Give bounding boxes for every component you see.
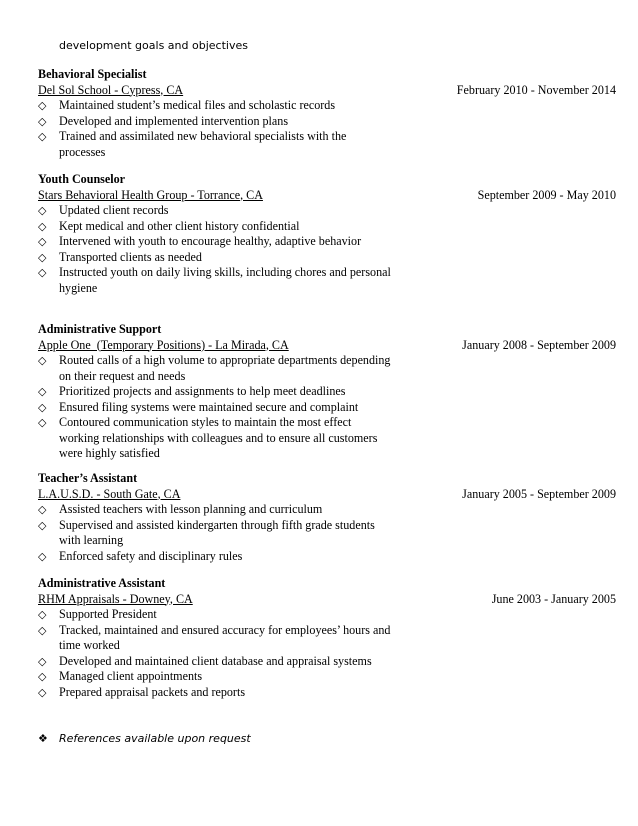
job-entry-teachers-assistant	[38, 471, 616, 564]
list-item	[38, 234, 394, 250]
bullet-text: Developed and maintained client database and appraisal systems	[59, 653, 372, 668]
job-duties-list	[38, 607, 616, 700]
bullet-text: Assisted teachers with lesson planning and curriculum	[59, 502, 323, 516]
job-entry-administrative-support	[38, 322, 616, 462]
bullet-text: Kept medical and other client history confidential	[59, 218, 300, 233]
list-item	[38, 669, 394, 685]
bullet-text: Intervened with youth to encourage healthy, adaptive behavior	[59, 234, 362, 248]
bullet-text: Prepared appraisal packets and reports	[59, 684, 246, 699]
diamond-bullet-icon: ◇	[38, 623, 47, 637]
list-item	[38, 384, 394, 400]
diamond-bullet-icon: ◇	[38, 130, 47, 143]
list-item	[38, 518, 394, 549]
list-item	[38, 219, 394, 235]
job-duties-list	[38, 353, 616, 462]
diamond-bullet-icon: ◇	[38, 354, 47, 367]
list-item	[38, 203, 394, 219]
list-item	[38, 353, 394, 384]
diamond-bullet-icon: ◇	[38, 219, 47, 233]
bullet-text: Supported President	[59, 607, 157, 621]
diamond-bullet-icon: ◇	[38, 549, 47, 563]
diamond-bullet-icon: ◇	[38, 685, 47, 699]
diamond-bullet-icon: ◇	[38, 670, 47, 683]
list-item	[38, 415, 394, 462]
diamond-bullet-icon: ◇	[38, 266, 47, 279]
list-item	[38, 114, 394, 130]
diamond-bullet-icon: ◇	[38, 416, 47, 429]
list-item	[38, 607, 394, 623]
job-employer-row	[38, 188, 616, 204]
references-text: References available upon request	[59, 732, 251, 745]
list-item	[38, 400, 394, 416]
diamond-bullet-icon: ◇	[38, 608, 47, 621]
list-item	[38, 502, 394, 518]
job-employer-row	[38, 487, 616, 503]
diamond-bullet-icon: ◇	[38, 518, 47, 532]
diamond-bullet-icon: ◇	[38, 204, 47, 217]
bullet-text: Supervised and assisted kindergarten through fifth grade students with learning	[59, 517, 375, 547]
bullet-text: Managed client appointments	[59, 669, 203, 683]
job-title: Administrative Assistant	[38, 576, 166, 590]
diamond-bullet-icon: ◇	[38, 654, 47, 668]
job-duties-list	[38, 98, 616, 160]
job-employer-row	[38, 338, 616, 354]
bullet-text: Updated client records	[59, 203, 169, 217]
list-item	[38, 98, 394, 114]
job-employer: RHM Appraisals - Downey, CA	[38, 591, 193, 606]
job-duties-list	[38, 203, 616, 296]
job-entry-youth-counselor	[38, 172, 616, 296]
bullet-text: Maintained student’s medical files and scholastic records	[59, 98, 336, 112]
job-employer: L.A.U.S.D. - South Gate, CA	[38, 486, 181, 501]
job-dates: January 2005 - September 2009	[462, 486, 616, 501]
bullet-text: Instructed youth on daily living skills, including chores and personal hygiene	[59, 265, 391, 295]
job-entry-behavioral-specialist	[38, 67, 616, 160]
list-item	[38, 129, 394, 160]
job-employer-row	[38, 83, 616, 99]
diamond-bullet-icon: ◇	[38, 250, 47, 264]
four-diamond-bullet-icon: ❖	[38, 732, 48, 745]
diamond-bullet-icon: ◇	[38, 400, 47, 414]
job-employer: Del Sol School - Cypress, CA	[38, 82, 184, 97]
job-employer: Stars Behavioral Health Group - Torrance, CA	[38, 187, 263, 202]
bullet-text: Contoured communication styles to maintain the most effect working relationships with colleagues and to ensure all customers were highly satisfied	[59, 415, 378, 460]
carryover-text: development goals and objectives	[59, 39, 248, 52]
job-entry-administrative-assistant	[38, 576, 616, 700]
bullet-text: Tracked, maintained and ensured accuracy for employees’ hours and time worked	[59, 622, 391, 652]
job-dates: January 2008 - September 2009	[462, 337, 616, 352]
bullet-text: Transported clients as needed	[59, 249, 202, 264]
job-dates: September 2009 - May 2010	[477, 187, 616, 202]
job-duties-list	[38, 502, 616, 564]
job-dates: February 2010 - November 2014	[456, 82, 616, 97]
diamond-bullet-icon: ◇	[38, 114, 47, 128]
job-title: Administrative Support	[38, 322, 162, 336]
list-item	[38, 265, 394, 296]
bullet-text: Prioritized projects and assignments to help meet deadlines	[59, 384, 346, 398]
bullet-text: Trained and assimilated new behavioral specialists with the processes	[59, 129, 347, 159]
list-item	[38, 250, 394, 266]
diamond-bullet-icon: ◇	[38, 235, 47, 248]
job-dates: June 2003 - January 2005	[491, 591, 616, 606]
bullet-text: Developed and implemented intervention plans	[59, 113, 289, 128]
bullet-text: Routed calls of a high volume to appropriate departments depending on their request and needs	[59, 353, 391, 383]
bullet-text: Enforced safety and disciplinary rules	[59, 548, 243, 563]
job-employer: Apple One (Temporary Positions) - La Mirada, CA	[38, 337, 289, 352]
diamond-bullet-icon: ◇	[38, 503, 47, 516]
list-item	[38, 685, 394, 701]
list-item	[38, 654, 394, 670]
list-item	[38, 549, 394, 565]
bullet-text: Ensured filing systems were maintained secure and complaint	[59, 399, 359, 414]
job-title: Youth Counselor	[38, 172, 126, 186]
job-title: Behavioral Specialist	[38, 67, 147, 81]
list-item	[38, 623, 394, 654]
diamond-bullet-icon: ◇	[38, 99, 47, 112]
job-employer-row	[38, 592, 616, 608]
references-note	[38, 731, 251, 747]
diamond-bullet-icon: ◇	[38, 385, 47, 398]
job-title: Teacher’s Assistant	[38, 471, 138, 485]
